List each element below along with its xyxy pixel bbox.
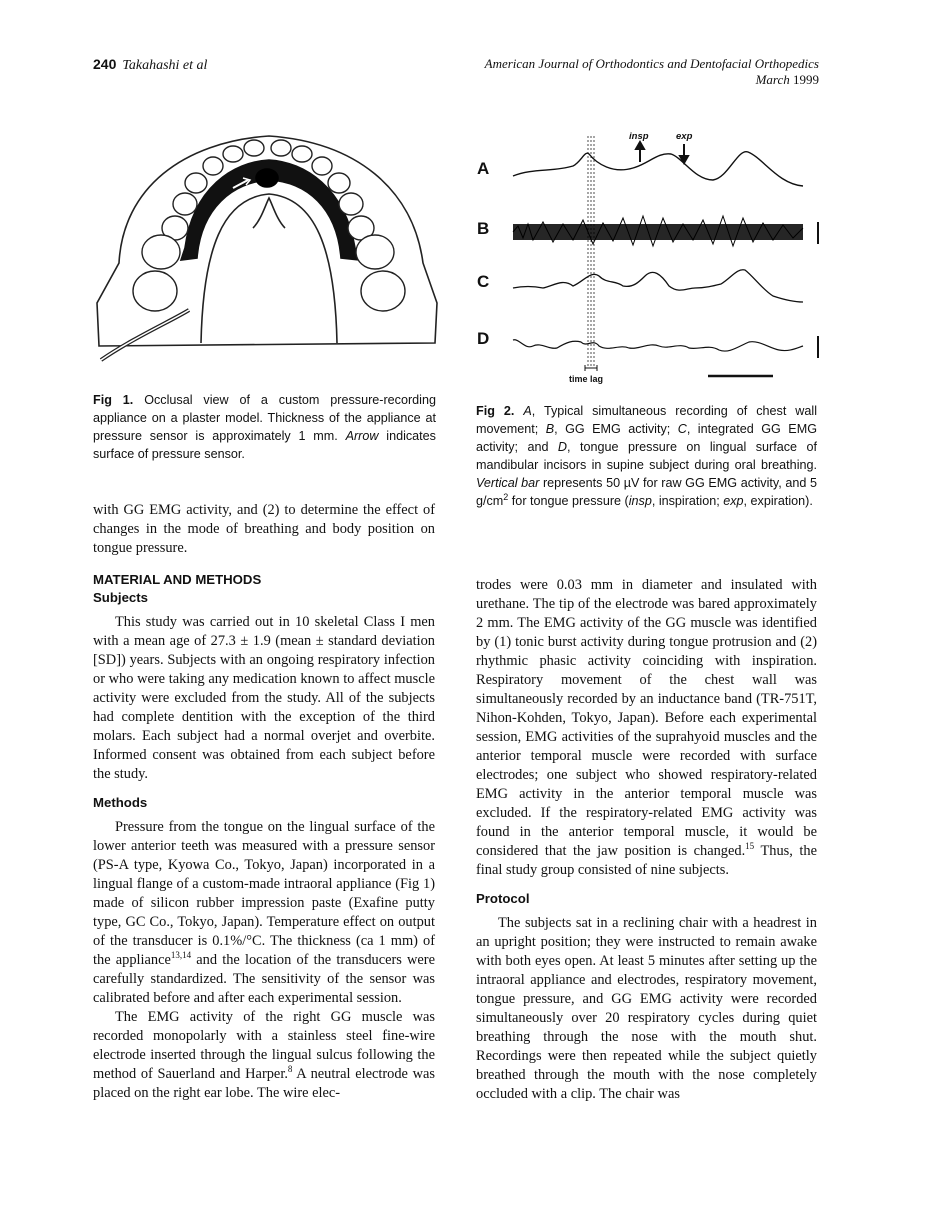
methods-paragraph-2: The EMG activity of the right GG muscle was recorded monopolarly with a stainless steel fine-wire electrode inserted through the lingual sulcus following the method of Sauerland and Harper.$^8$ A neutral electrode was placed on the right ear lobe. The wire elec- [93, 1009, 435, 1101]
time-lag-label: time lag [569, 374, 604, 384]
figure-1-occlusal-view [93, 128, 439, 388]
insp-arrow-icon [636, 142, 644, 162]
tongue-frenum [253, 198, 285, 228]
panel-label-a: A [477, 159, 490, 178]
exp-label: exp [676, 131, 693, 142]
running-authors: Takahashi et al [122, 58, 208, 73]
protocol-heading: Protocol [476, 891, 530, 906]
pressure-sensor-surface [256, 169, 278, 187]
panel-label-b: B [477, 219, 490, 238]
figure-2-recordings [473, 128, 823, 390]
time-lag-markers [588, 136, 594, 366]
subjects-paragraph: This study was carried out in 10 skeletal Class I men with a mean age of 27.3 ± 1.9 (mean ± standard deviation [SD]) years. Subjects with an ongoing respiratory infection or who were taking any medication known to affect muscle activity were excluded from the study. All of the subjects had complete dentition with the exception of the third molars. Each subject had a normal overjet and overbite. Informed consent was obtained from each subject before the study. [93, 614, 435, 782]
insp-label: insp [629, 131, 649, 142]
trace-b-gg-emg [513, 216, 803, 246]
right-column-methods [476, 576, 817, 1104]
methods-paragraph-2-continued: trodes were 0.03 mm in diameter and insulated with urethane. The tip of the electrode was bared approximately 2 mm. The EMG activity of the GG muscle was identified by (1) tonic burst activity during tongue protrusion and (2) rhythmic phasic activity coinciding with inspiration. Respiratory movement of the chest wall was simultaneously recorded by an inductance band (TR-751T, Nihon-Kohden, Tokyo, Japan). Before each experimental session, EMG activities of the suprahyoid muscles and the anterior temporal muscle were recorded with surface electrodes; one subject who showed respiratory-related EMG activity in the anterior temporal muscle was excluded. If the respiratory-related EMG activity was found in the anterior temporal muscle, it would be considered that the jaw position is changed.$^{15}$ Thus, the final study group consisted of nine subjects. [476, 577, 817, 878]
protocol-paragraph: The subjects sat in a reclining chair with a headrest in an upright position; they were instructed to remain awake with both eyes open. At least 5 minutes after setting up the intraoral appliance and electrodes, respiratory movement, tongue pressure, and GG EMG activity were recorded simultaneously over 20 respiratory cycles during quiet breathing through the nose with the mouth shut. Recordings were then repeated while the subject quietly breathed through the mouth with the nose completely occluded with a clip. The chair was [476, 915, 817, 1102]
running-header-left [93, 56, 207, 74]
panel-label-c: C [477, 272, 490, 291]
trace-c-integrated-emg [513, 270, 803, 302]
intro-paragraph-end: with GG EMG activity, and (2) to determine the effect of changes in the mode of breathing and body position on tongue pressure. [93, 502, 435, 556]
left-column-methods [93, 571, 435, 1103]
trace-d-tongue-pressure [513, 340, 803, 351]
issue-month: March [755, 72, 790, 87]
page-number: 240 [93, 56, 117, 72]
panel-label-d: D [477, 329, 490, 348]
intro-continuation [93, 501, 435, 558]
methods-paragraph-1: Pressure from the tongue on the lingual surface of the lower anterior teeth was measured with a pressure sensor (PS-A type, Kyowa Co., Tokyo, Japan) incorporated in a lingual flange of a custom-made intraoral appliance (Fig 1) made of silicon rubber impression paste (Exafine putty type, GC Co., Tokyo, Japan). Temperature effect on output of the transducer is 0.1%/°C. The thickness (ca 1 mm) of the appliance$^{13,14}$ and the location of the transducers were carefully standardized. The sensitivity of the sensor was calibrated before and after each experimental session. [93, 819, 435, 1006]
lingual-area [201, 194, 337, 343]
trace-a-chest-wall [513, 152, 803, 186]
section-heading: MATERIAL AND METHODS [93, 572, 262, 587]
issue-year: 1999 [793, 72, 819, 87]
running-header-right [485, 56, 819, 88]
journal-title: American Journal of Orthodontics and Dentofacial Orthopedics [484, 56, 819, 71]
subjects-heading: Subjects [93, 590, 148, 605]
figure-2-caption: Fig 2. A, Typical simultaneous recording of chest wall movement; B, GG EMG activity; C, integrated GG EMG activity; and D, tongue pressure on lingual surface of mandibular incisors in supine subject during oral breathing. Vertical bar represents 50 µV for raw GG EMG activity, and 5 $g/cm^2$ for tongue pressure (insp, inspiration; exp, expiration). [476, 404, 818, 508]
methods-heading: Methods [93, 795, 148, 810]
figure-1-caption: Fig 1. Occlusal view of a custom pressure-recording appliance on a plaster model. Thickness of the appliance at pressure sensor is approximately 1 mm. Arrow indicates surface of pressure sensor. [93, 393, 436, 461]
